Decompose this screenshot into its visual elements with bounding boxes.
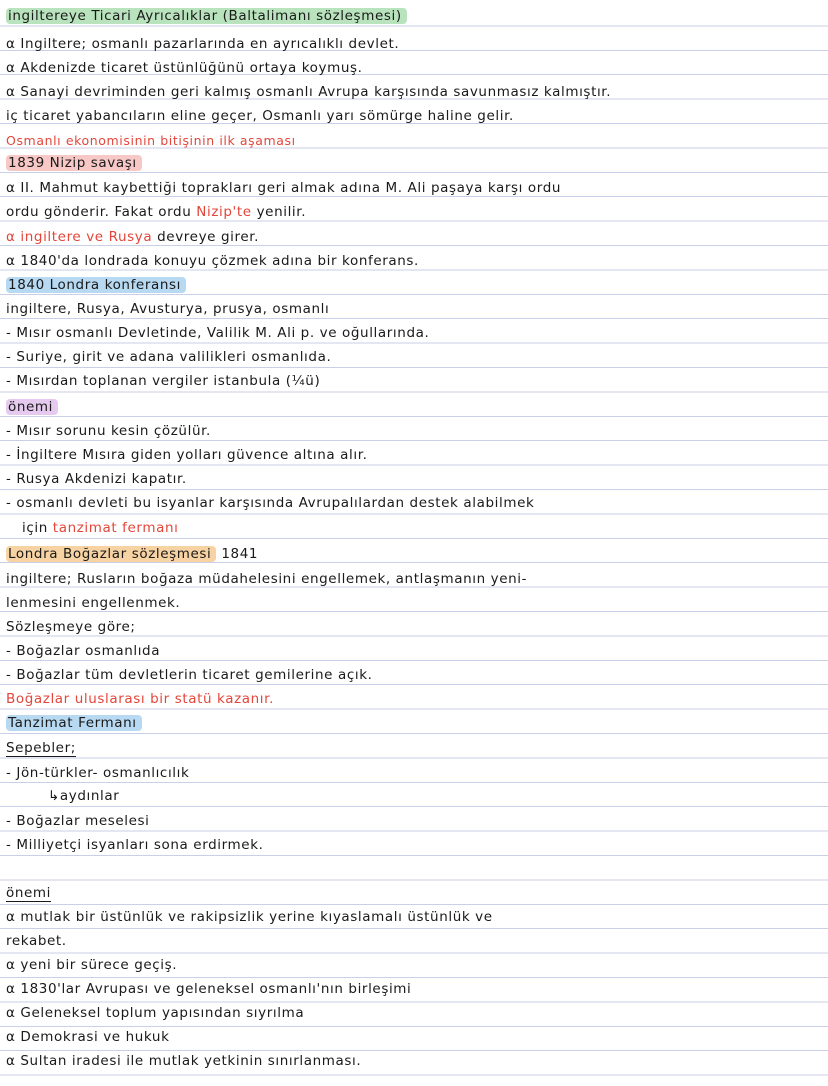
note-line: ⍺ II. Mahmut kaybettiği toprakları geri almak adına M. Ali paşaya karşı ordu (6, 180, 562, 196)
konf-heading: 1840 Londra konferansı (6, 277, 186, 293)
note-line: - Boğazlar osmanlıda (6, 643, 161, 659)
note-line: ⍺ mutlak bir üstünlük ve rakipsizlik yerine kıyaslamalı üstünlük ve (6, 909, 493, 925)
note-line: rekabet. (6, 933, 67, 949)
note-line: - osmanlı devleti bu isyanlar karşısında Avrupalılardan destek alabilmek (6, 495, 535, 511)
note-line: iç ticaret yabancıların eline geçer, Osmanlı yarı sömürge haline gelir. (6, 108, 514, 124)
page-title: ingiltereye Ticari Ayrıcalıklar (Baltalimanı sözleşmesi) (6, 8, 407, 24)
onemi-heading-line (6, 397, 58, 417)
bogaz-heading-line (6, 544, 258, 564)
note-line: ⍺ Sanayi devriminden geri kalmış osmanlı Avrupa karşısında savunmasız kalmıştır. (6, 84, 612, 100)
note-text: devreye girer. (157, 229, 260, 245)
note-line (6, 227, 259, 247)
red-note: Boğazlar uluslarası bir statü kazanır. (6, 691, 274, 707)
tanzimat-heading: Tanzimat Fermanı (6, 715, 142, 731)
note-line: ingiltere, Rusya, Avusturya, prusya, osmanlı (6, 301, 330, 317)
note-text: yenilir. (256, 204, 307, 220)
red-text: tanzimat fermanı (52, 520, 179, 536)
note-line: ⍺ 1830'lar Avrupası ve geleneksel osmanlı'nın birleşimi (6, 981, 412, 997)
note-line: - Mısırdan toplanan vergiler istanbula (¼ü) (6, 373, 321, 389)
note-line: - Milliyetçi isyanları sona erdirmek. (6, 837, 264, 853)
note-text: ordu gönderir. Fakat ordu (6, 204, 192, 220)
note-line: ⍺ Sultan iradesi ile mutlak yetkinin sınırlanması. (6, 1053, 362, 1069)
title-line (6, 6, 407, 26)
note-line (6, 202, 306, 222)
note-text: için (22, 520, 48, 536)
note-line: - İngiltere Mısıra giden yolları güvence altına alır. (6, 447, 368, 463)
note-line: - Suriye, girit ve adana valilikleri osmanlıda. (6, 349, 332, 365)
note-line: ⍺ Geleneksel toplum yapısından sıyrılma (6, 1005, 305, 1021)
red-text: Nizip'te (196, 204, 252, 220)
note-line: ingiltere; Rusların boğaza müdahelesini engellemek, antlaşmanın yeni- (6, 571, 528, 587)
onemi2-heading-line (6, 883, 51, 903)
note-line: ⍺ Akdenizde ticaret üstünlüğünü ortaya koymuş. (6, 60, 363, 76)
tanzimat-heading-line (6, 713, 142, 733)
sebep-heading: Sepebler; (6, 740, 76, 756)
note-line: ⍺ 1840'da londrada konuyu çözmek adına bir konferans. (6, 253, 419, 269)
konf-heading-line (6, 275, 186, 295)
note-line: - Boğazlar tüm devletlerin ticaret gemilerine açık. (6, 667, 373, 683)
note-line: - Rusya Akdenizi kapatır. (6, 471, 187, 487)
note-line: ⍺ Ingiltere; osmanlı pazarlarında en ayrıcalıklı devlet. (6, 36, 400, 52)
note-line (22, 518, 178, 538)
note-line: ⍺ Demokrasi ve hukuk (6, 1029, 170, 1045)
bogaz-heading: Londra Boğazlar sözleşmesi (6, 546, 216, 562)
bogaz-year: 1841 (221, 546, 259, 562)
red-text: ⍺ ingiltere ve Rusya (6, 229, 153, 245)
sebep-line (6, 738, 76, 758)
note-line: Sözleşmeye göre; (6, 619, 136, 635)
note-line: - Jön-türkler- osmanlıcılık (6, 765, 190, 781)
note-line: - Boğazlar meselesi (6, 813, 150, 829)
onemi-heading: önemi (6, 399, 58, 415)
nizip-heading: 1839 Nizip savaşı (6, 155, 142, 171)
note-line: lenmesini engellenmek. (6, 595, 181, 611)
red-note: Osmanlı ekonomisinin bitişinin ilk aşaması (6, 133, 296, 148)
note-line: ⍺ yeni bir sürece geçiş. (6, 957, 178, 973)
note-line: - Mısır sorunu kesin çözülür. (6, 423, 211, 439)
onemi2-heading: önemi (6, 885, 52, 901)
nizip-heading-line (6, 153, 142, 173)
note-line: ↳aydınlar (48, 788, 120, 804)
note-line: - Mısır osmanlı Devletinde, Valilik M. Ali p. ve oğullarında. (6, 325, 430, 341)
